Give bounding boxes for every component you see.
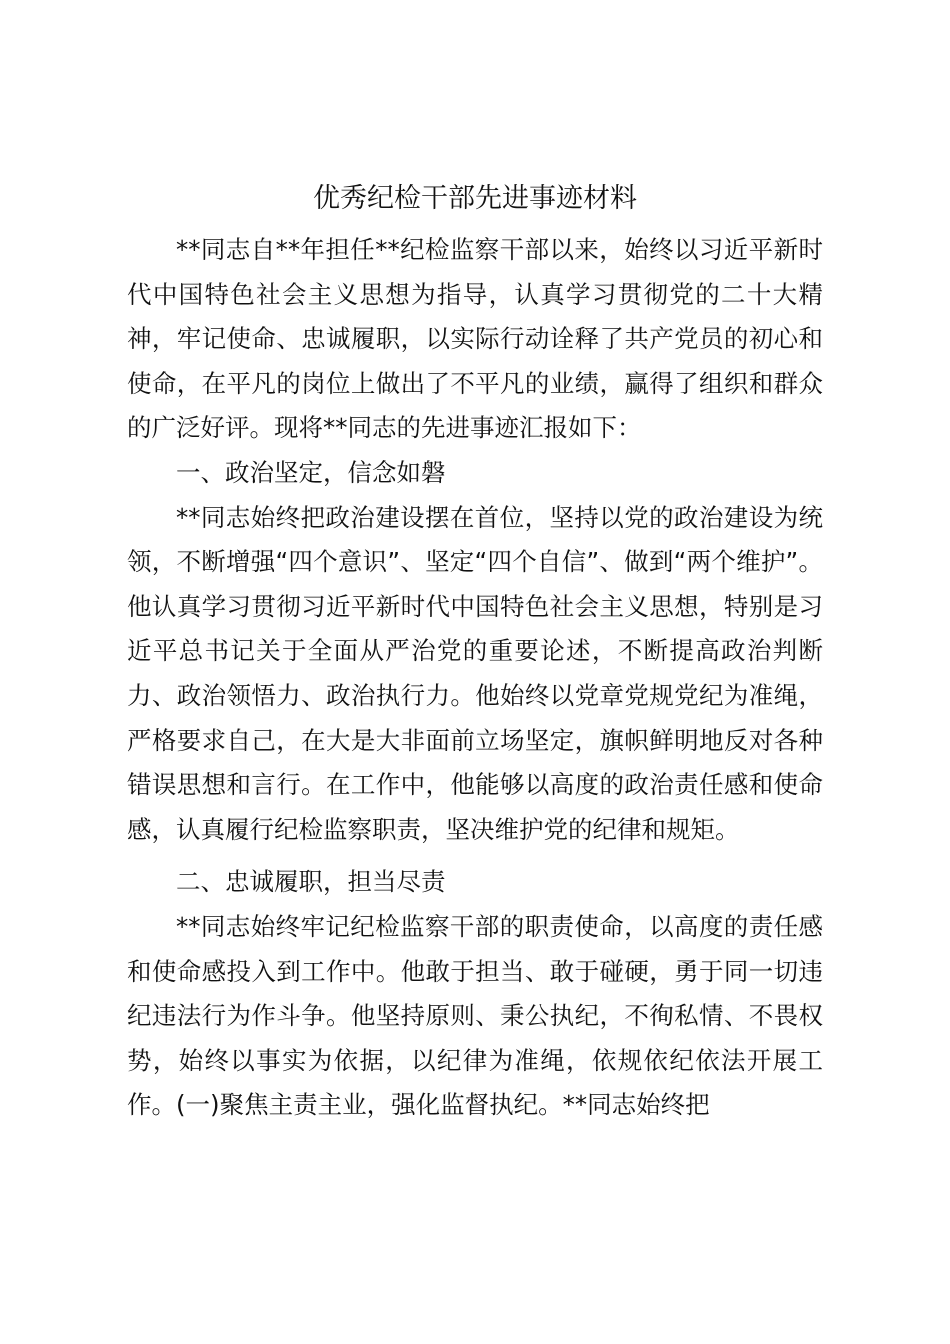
- section-heading-1: 一、政治坚定，信念如磐: [176, 457, 446, 487]
- section-body-1: **同志始终把政治建设摆在首位，坚持以党的政治建设为统领，不断增强“四个意识”、坚定“四个自信”、做到“两个维护”。他认真学习贯彻习近平新时代中国特色社会主义思想，特别是习近平总书记关于全面从严治党的重要论述，不断提高政治判断力、政治领悟力、政治执行力。他始终以党章党规党纪为准绳，严格要求自己，在大是大非面前立场坚定，旗帜鲜明地反对各种错误思想和言行。在工作中，他能够以高度的政治责任感和使命感，认真履行纪检监察职责，坚决维护党的纪律和规矩。: [127, 502, 823, 844]
- intro-paragraph: **同志自**年担任**纪检监察干部以来，始终以习近平新时代中国特色社会主义思想为指导，认真学习贯彻党的二十大精神，牢记使命、忠诚履职，以实际行动诠释了共产党员的初心和使命，在平凡的岗位上做出了不平凡的业绩，赢得了组织和群众的广泛好评。现将**同志的先进事迹汇报如下：: [127, 235, 823, 443]
- document-title: 优秀纪检干部先进事迹材料: [313, 183, 637, 214]
- document-body: [127, 176, 823, 1128]
- section-heading-2: 二、忠诚履职，担当尽责: [176, 867, 446, 897]
- section-body-2: **同志始终牢记纪检监察干部的职责使命，以高度的责任感和使命感投入到工作中。他敢于担当、敢于碰硬，勇于同一切违纪违法行为作斗争。他坚持原则、秉公执纪，不徇私情、不畏权势，始终以事实为依据，以纪律为准绳，依规依纪依法开展工作。(一)聚焦主责主业，强化监督执纪。**同志始终把: [127, 911, 823, 1120]
